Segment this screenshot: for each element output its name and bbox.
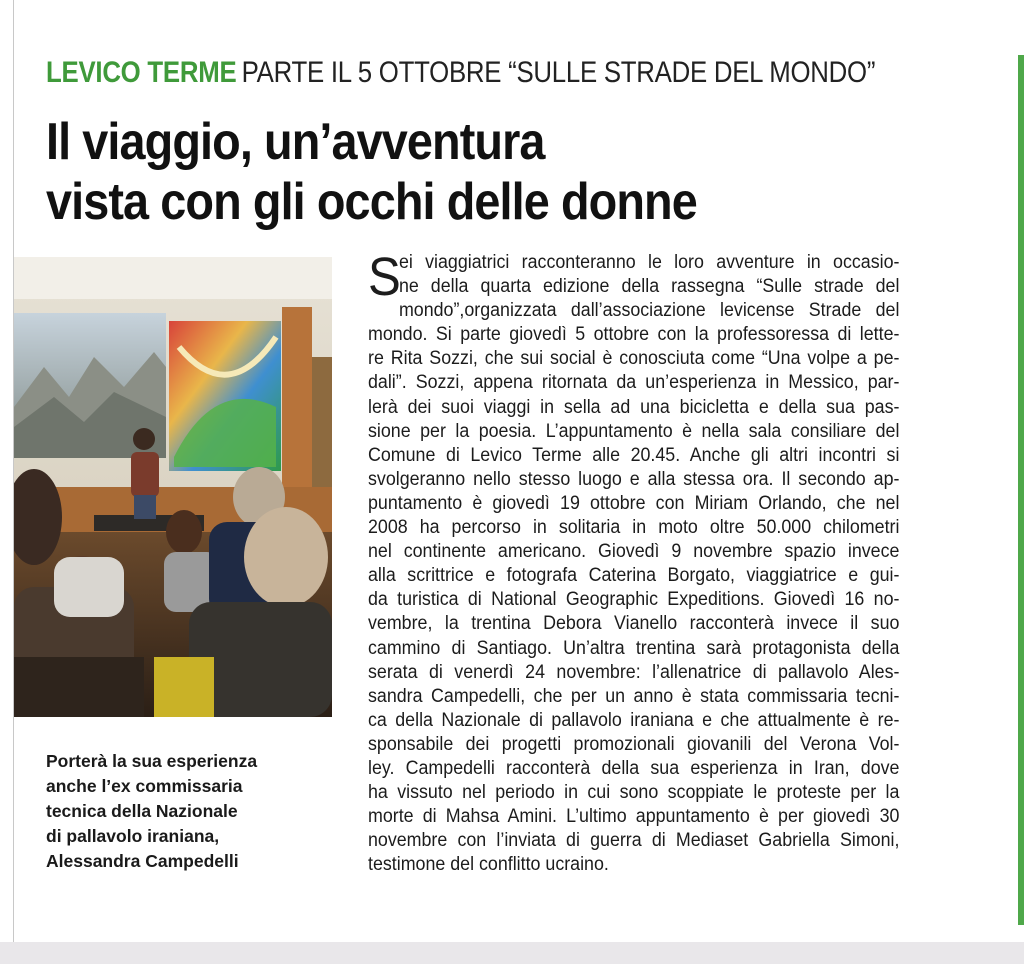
article-line: ha vissuto nel periodo in cui sono scoppiate le proteste per la — [368, 781, 900, 804]
article-line: mondo”,organizzata dall’associazione levicense Strade del — [398, 299, 900, 322]
photo-conference-room-icon — [14, 257, 332, 717]
article-line: mondo. Si parte giovedì 5 ottobre con la professoressa di lette- — [368, 323, 900, 346]
caption-line: anche l’ex commissaria — [46, 776, 243, 796]
article-line: sione per la poesia. L’appuntamento è nella sala consiliare del — [368, 419, 900, 442]
article-line: ley. Campedelli racconterà della sua esperienza in Iran, dove — [368, 756, 900, 779]
article-line: puntamento è giovedì 19 ottobre con Miriam Orlando, che nel — [368, 491, 900, 514]
article-line: ei viaggiatrici racconteranno le loro avventure in occasio- — [398, 251, 900, 273]
article-line: da turistica di National Geographic Expeditions. Giovedì 16 no- — [368, 588, 900, 611]
article-line: ne della quarta edizione della rassegna “Sulle strade del — [398, 275, 900, 298]
article-body — [368, 247, 900, 876]
article-line: sponsabile dei progetti promozionali giovanili del Verona Vol- — [368, 732, 900, 755]
article-line: dali”. Sozzi, appena ritornata da un’esperienza in Messico, par- — [368, 371, 900, 394]
drop-cap: S — [368, 247, 401, 307]
caption-line: di pallavolo iraniana, — [46, 826, 220, 846]
article-line: morte di Mahsa Amini. L’ultimo appuntamento è per giovedì 30 — [368, 805, 900, 828]
article-line: svolgeranno nello stesso luogo e alla stessa ora. Il secondo ap- — [368, 467, 900, 490]
article-line: 2008 ha percorso in solitaria in moto oltre 50.000 chilometri — [368, 516, 900, 539]
article-line: Comune di Levico Terme alle 20.45. Anche gli altri incontri si — [368, 443, 900, 466]
headline-line-2: vista con gli occhi delle donne — [46, 173, 697, 231]
article-line: novembre con l’inviata di guerra di Mediaset Gabriella Simoni, — [368, 829, 900, 852]
article-line: vembre, la trentina Debora Vianello racconterà invece il suo — [368, 612, 900, 635]
kicker-subtitle: PARTE IL 5 OTTOBRE “SULLE STRADE DEL MONDO” — [241, 56, 876, 89]
page-edge-strip — [1018, 55, 1024, 925]
article-line: cammino di Santiago. Un’altra trentina sarà protagonista della — [368, 636, 900, 659]
article-line: testimone del conflitto ucraino. — [368, 853, 609, 876]
headline — [46, 112, 856, 232]
caption-line: Alessandra Campedelli — [46, 851, 239, 871]
article-line: sandra Campedelli, che per un anno è stata commissaria tecni- — [368, 684, 900, 707]
bottom-margin-band — [0, 942, 1024, 964]
article-photo — [14, 257, 332, 717]
caption-line: tecnica della Nazionale — [46, 801, 238, 821]
kicker-location: LEVICO TERME — [46, 56, 237, 89]
article-line: nel continente americano. Giovedì 9 novembre spazio invece — [368, 540, 900, 563]
article-line: re Rita Sozzi, che sui social è conosciuta come “Una volpe a pe- — [368, 347, 900, 370]
headline-line-1: Il viaggio, un’avventura — [46, 113, 545, 171]
article-line: lerà dei suoi viaggi in sella ad una bicicletta e della sua pas- — [368, 395, 900, 418]
article-line: alla scrittrice e fotografa Caterina Borgato, viaggiatrice e gui- — [368, 564, 900, 587]
article-line: ca della Nazionale di pallavolo iraniana e che attualmente è re- — [368, 708, 900, 731]
caption-line: Porterà la sua esperienza — [46, 751, 258, 771]
article-line: serata di venerdì 24 novembre: l’allenatrice di pallavolo Ales- — [368, 660, 900, 683]
kicker — [46, 56, 876, 90]
photo-caption — [46, 749, 326, 874]
